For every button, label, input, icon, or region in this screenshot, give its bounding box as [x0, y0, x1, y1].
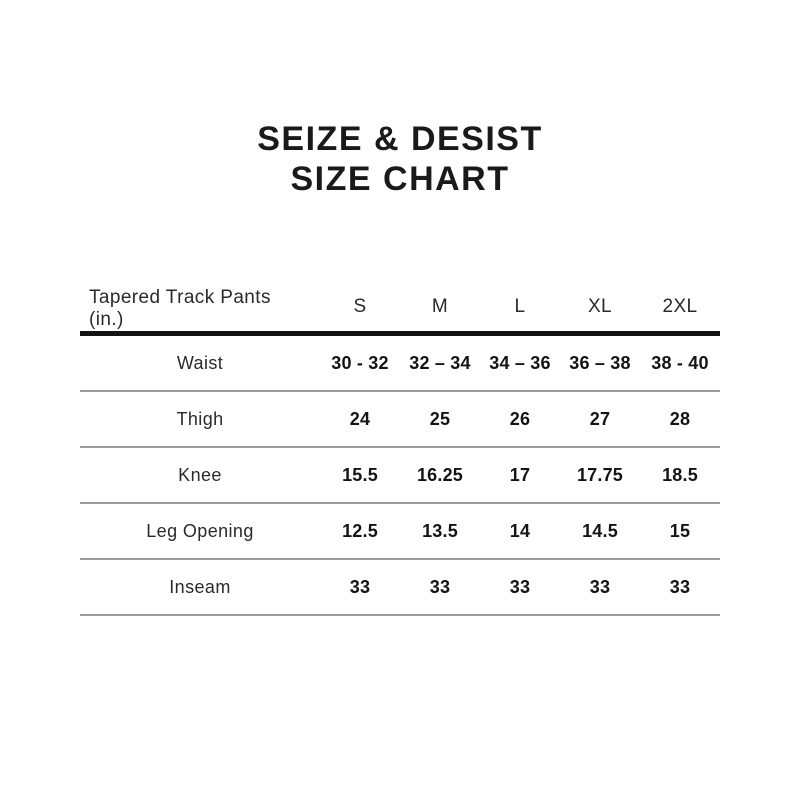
brand-title-line: SEIZE & DESIST — [257, 120, 543, 158]
cell-thigh-s: 24 — [349, 408, 371, 429]
cell-inseam-l: 33 — [509, 576, 531, 597]
size-chart-table — [80, 287, 720, 616]
cell-waist-m: 32 – 34 — [409, 352, 471, 373]
table-row-waist — [80, 336, 720, 392]
cell-inseam-2xl: 33 — [669, 576, 691, 597]
cell-waist-2xl: 38 - 40 — [651, 352, 709, 373]
column-header-size-l: L — [514, 296, 526, 317]
column-header-size-m: M — [431, 296, 449, 317]
cell-thigh-2xl: 28 — [669, 408, 691, 429]
cell-leg-opening-l: 14 — [509, 520, 531, 541]
table-row-thigh — [80, 392, 720, 448]
row-label: Leg Opening — [146, 520, 254, 541]
cell-knee-s: 15.5 — [342, 464, 378, 485]
cell-inseam-xl: 33 — [589, 576, 611, 597]
cell-inseam-s: 33 — [349, 576, 371, 597]
row-label: Waist — [176, 352, 224, 373]
cell-thigh-m: 25 — [429, 408, 451, 429]
table-row-knee — [80, 448, 720, 504]
cell-waist-l: 34 – 36 — [489, 352, 551, 373]
table-header-row — [80, 287, 720, 336]
cell-knee-xl: 17.75 — [576, 464, 624, 485]
cell-waist-s: 30 - 32 — [331, 352, 389, 373]
table-row-leg-opening — [80, 504, 720, 560]
cell-knee-l: 17 — [509, 464, 531, 485]
column-header-size-s: S — [353, 296, 367, 317]
cell-leg-opening-2xl: 15 — [669, 520, 691, 541]
table-header-product-label — [80, 287, 320, 331]
cell-thigh-xl: 27 — [589, 408, 611, 429]
unit-line: (in.) — [89, 309, 124, 330]
row-label: Knee — [178, 464, 222, 485]
cell-waist-xl: 36 – 38 — [569, 352, 631, 373]
cell-knee-m: 16.25 — [416, 464, 464, 485]
cell-thigh-l: 26 — [509, 408, 531, 429]
size-chart-title-line: SIZE CHART — [290, 160, 510, 198]
table-row-inseam — [80, 560, 720, 616]
column-header-size-xl: XL — [587, 296, 613, 317]
cell-leg-opening-m: 13.5 — [422, 520, 458, 541]
page-title — [0, 119, 800, 199]
row-label: Thigh — [176, 408, 224, 429]
cell-leg-opening-s: 12.5 — [342, 520, 378, 541]
cell-leg-opening-xl: 14.5 — [582, 520, 618, 541]
cell-knee-2xl: 18.5 — [662, 464, 698, 485]
product-name-line: Tapered Track Pants — [89, 287, 271, 308]
column-header-size-2xl: 2XL — [662, 296, 698, 317]
row-label: Inseam — [169, 576, 231, 597]
cell-inseam-m: 33 — [429, 576, 451, 597]
